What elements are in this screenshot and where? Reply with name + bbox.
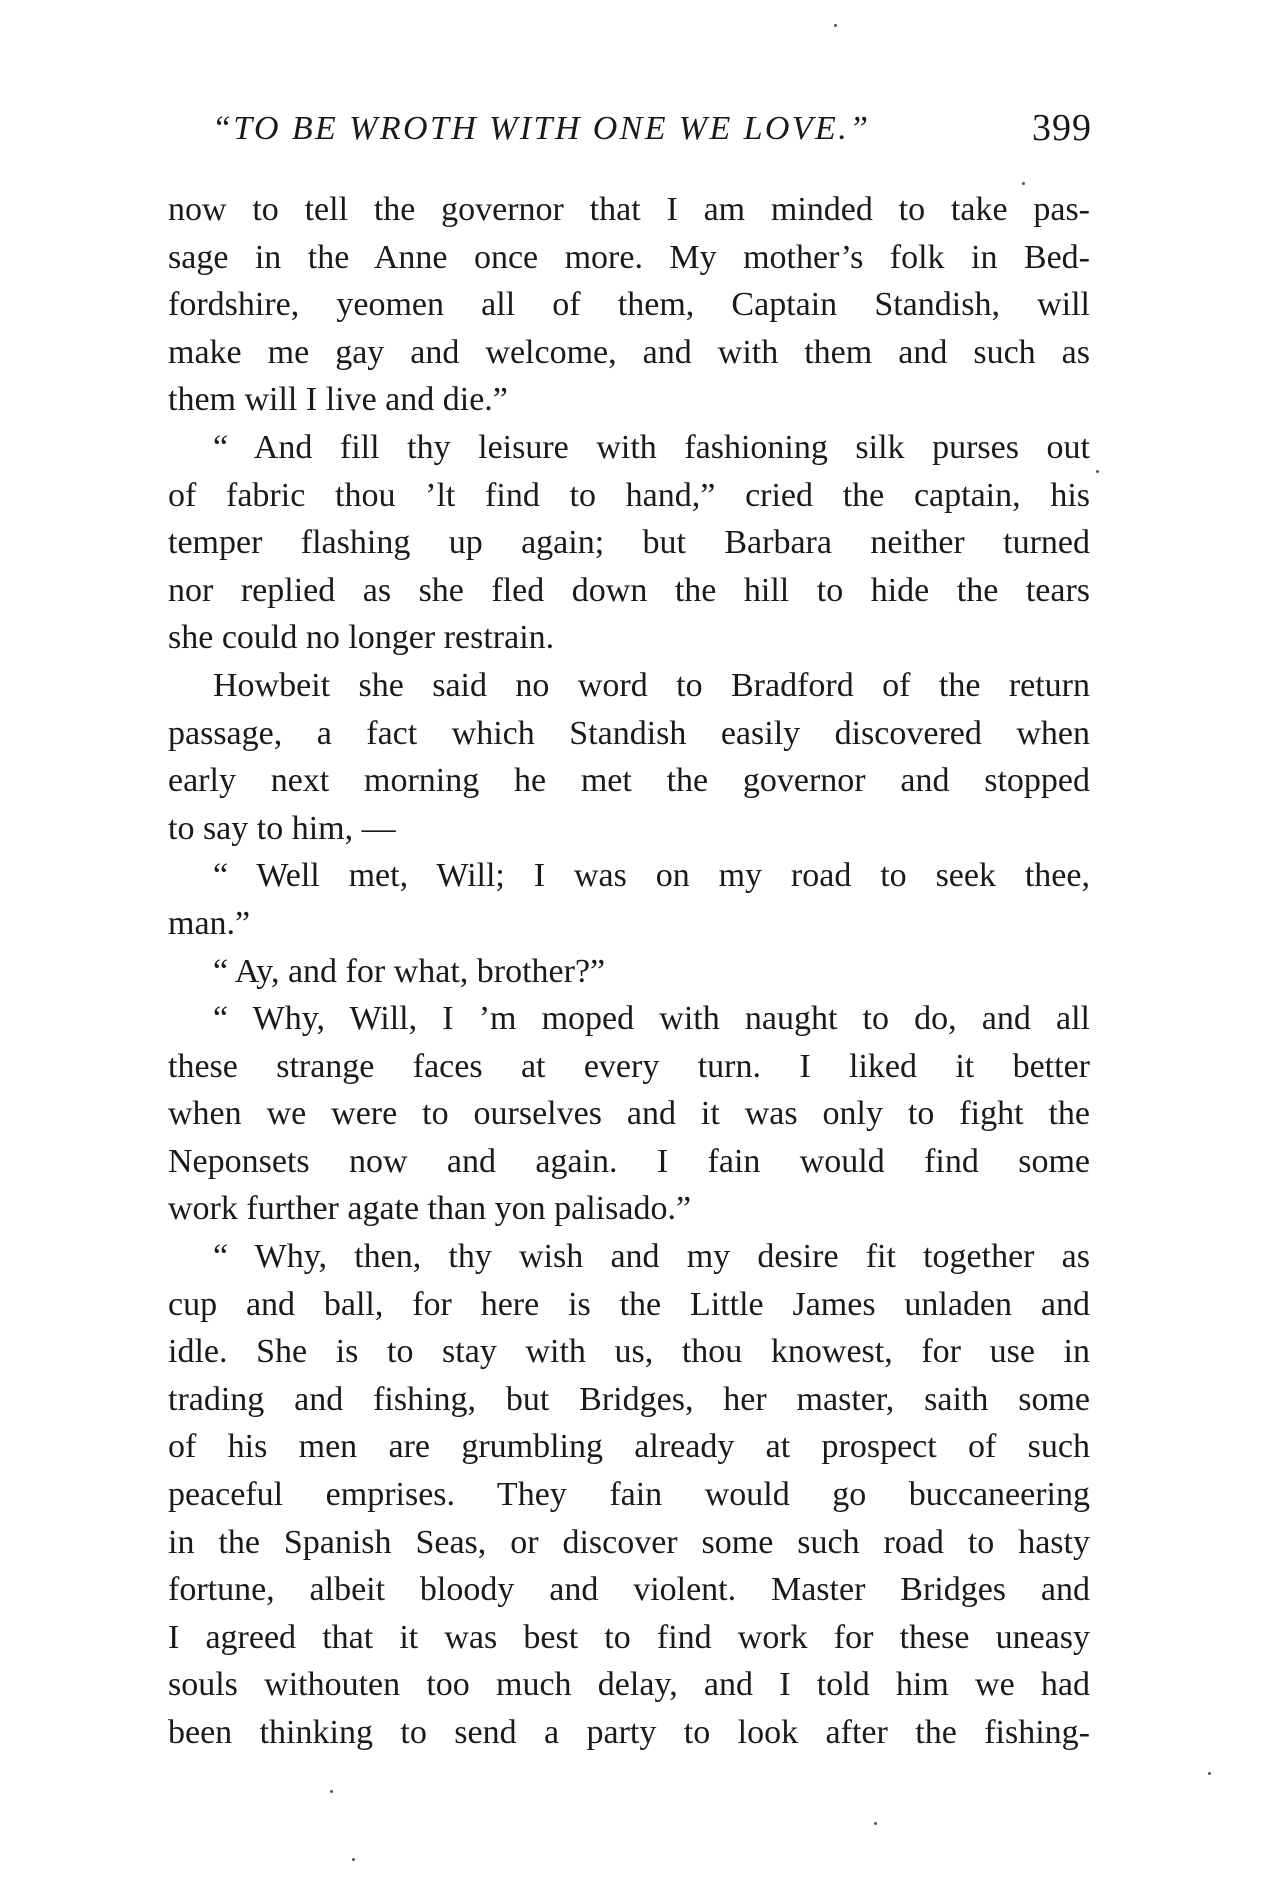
text-line: Neponsets now and again. I fain would find some xyxy=(168,1142,1090,1180)
text-line: work further agate than yon palisado.” xyxy=(168,1190,692,1228)
text-line: been thinking to send a party to look after the fishing- xyxy=(168,1714,1090,1751)
paper-speck xyxy=(352,1858,355,1861)
text-line: these strange faces at every turn. I liked it better xyxy=(168,1047,1090,1085)
text-line: of fabric thou ’lt find to hand,” cried the captain, his xyxy=(168,476,1090,514)
text-line: “ And fill thy leisure with fashioning silk purses out xyxy=(213,428,1090,466)
paper-speck xyxy=(834,24,837,27)
running-title: “TO BE WROTH WITH ONE WE LOVE.” xyxy=(212,110,871,147)
page-number: 399 xyxy=(1032,107,1092,149)
text-line: temper flashing up again; but Barbara neither turned xyxy=(168,524,1090,562)
text-line: when we were to ourselves and it was only to fight the xyxy=(168,1095,1090,1133)
text-line: passage, a fact which Standish easily discovered when xyxy=(168,714,1090,752)
text-line: idle. She is to stay with us, thou knowest, for use in xyxy=(168,1333,1090,1371)
paper-speck xyxy=(1022,182,1025,185)
text-line: peaceful emprises. They fain would go buccaneering xyxy=(168,1476,1090,1514)
text-line: “ Why, Will, I ’m moped with naught to do, and all xyxy=(213,1000,1090,1038)
text-line: fortune, albeit bloody and violent. Master Bridges and xyxy=(168,1571,1090,1609)
text-line: of his men are grumbling already at prospect of such xyxy=(168,1428,1090,1466)
text-line: man.” xyxy=(168,904,251,942)
text-line: souls withouten too much delay, and I told him we had xyxy=(168,1666,1090,1704)
text-line: in the Spanish Seas, or discover some such road to hasty xyxy=(168,1523,1090,1561)
paper-speck xyxy=(1096,470,1099,473)
text-line: “ Ay, and for what, brother?” xyxy=(213,952,606,990)
text-line: nor replied as she fled down the hill to hide the tears xyxy=(168,571,1090,609)
text-line: trading and fishing, but Bridges, her master, saith some xyxy=(168,1380,1090,1418)
paper-speck xyxy=(330,1790,333,1793)
text-line: sage in the Anne once more. My mother’s folk in Bed- xyxy=(168,238,1090,276)
text-line: them will I live and die.” xyxy=(168,381,508,419)
text-line: now to tell the governor that I am minded to take pas- xyxy=(168,191,1090,228)
text-line: to say to him, — xyxy=(168,809,396,847)
text-line: I agreed that it was best to find work for these uneasy xyxy=(168,1618,1090,1656)
text-line: early next morning he met the governor and stopped xyxy=(168,762,1090,800)
paper-speck xyxy=(1208,1772,1211,1775)
text-line: cup and ball, for here is the Little James unladen and xyxy=(168,1285,1090,1323)
text-line: fordshire, yeomen all of them, Captain Standish, will xyxy=(168,286,1090,324)
text-line: she could no longer restrain. xyxy=(168,619,555,657)
body-text xyxy=(168,186,1090,1766)
text-line: make me gay and welcome, and with them and such as xyxy=(168,333,1090,371)
text-line: “ Well met, Will; I was on my road to seek thee, xyxy=(213,857,1090,895)
running-header xyxy=(212,107,1092,162)
text-line: Howbeit she said no word to Bradford of the return xyxy=(213,666,1090,704)
text-line: “ Why, then, thy wish and my desire fit together as xyxy=(213,1238,1090,1276)
paper-speck xyxy=(874,1822,877,1825)
